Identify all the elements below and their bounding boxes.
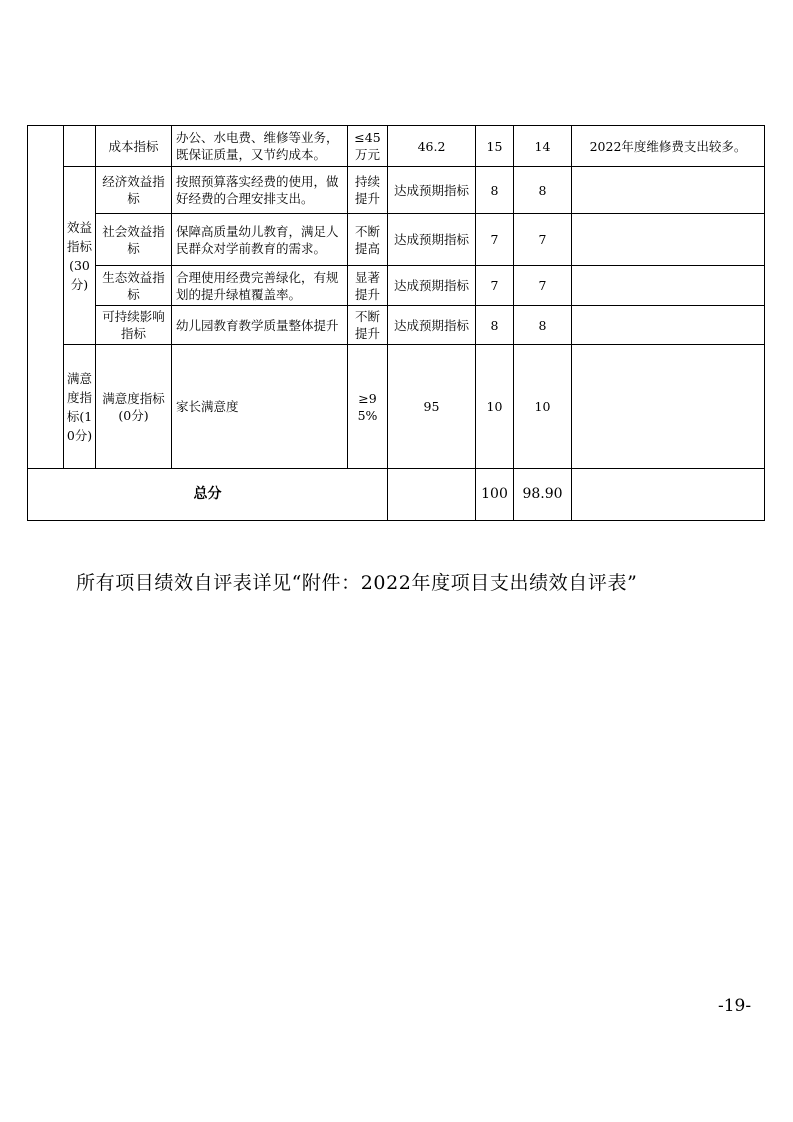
deviation-note <box>572 345 765 469</box>
deviation-note <box>572 266 765 306</box>
total-label: 总分 <box>28 469 388 521</box>
weight-value: 7 <box>476 266 514 306</box>
indicator-content: 合理使用经费完善绿化，有规划的提升绿植覆盖率。 <box>172 266 348 306</box>
actual-value: 95 <box>388 345 476 469</box>
table-row-sustainable <box>28 306 765 345</box>
target-value: 持续提升 <box>348 167 388 214</box>
outer-category-cell <box>28 126 64 469</box>
weight-value: 15 <box>476 126 514 167</box>
page-number: -19- <box>718 996 752 1016</box>
total-weight: 100 <box>476 469 514 521</box>
table-row-cost <box>28 126 765 167</box>
indicator-name: 满意度指标(0分) <box>96 345 172 469</box>
indicator-content: 按照预算落实经费的使用，做好经费的合理安排支出。 <box>172 167 348 214</box>
indicator-content: 保障高质量幼儿教育，满足人民群众对学前教育的需求。 <box>172 214 348 266</box>
score-value: 7 <box>514 214 572 266</box>
indicator-content: 幼儿园教育教学质量整体提升 <box>172 306 348 345</box>
actual-value: 46.2 <box>388 126 476 167</box>
target-value: 不断提升 <box>348 306 388 345</box>
indicator-name: 社会效益指标 <box>96 214 172 266</box>
total-note-cell <box>572 469 765 521</box>
actual-value: 达成预期指标 <box>388 214 476 266</box>
table-row-satisfaction <box>28 345 765 469</box>
weight-value: 8 <box>476 167 514 214</box>
actual-value: 达成预期指标 <box>388 167 476 214</box>
target-value: 不断提高 <box>348 214 388 266</box>
target-value: ≤45万元 <box>348 126 388 167</box>
score-value: 8 <box>514 306 572 345</box>
performance-table <box>27 125 765 521</box>
attachment-footnote: 所有项目绩效自评表详见“附件：2022年度项目支出绩效自评表” <box>76 572 638 594</box>
deviation-note: 2022年度维修费支出较多。 <box>572 126 765 167</box>
indicator-name: 经济效益指标 <box>96 167 172 214</box>
indicator-name: 可持续影响指标 <box>96 306 172 345</box>
indicator-content: 家长满意度 <box>172 345 348 469</box>
total-empty-cell <box>388 469 476 521</box>
indicator-content: 办公、水电费、维修等业务，既保证质量，又节约成本。 <box>172 126 348 167</box>
satisfaction-group-label: 满意度指标(10分) <box>64 345 96 469</box>
actual-value: 达成预期指标 <box>388 266 476 306</box>
weight-value: 10 <box>476 345 514 469</box>
target-value: ≥95% <box>348 345 388 469</box>
score-value: 14 <box>514 126 572 167</box>
score-value: 8 <box>514 167 572 214</box>
score-value: 10 <box>514 345 572 469</box>
indicator-name: 成本指标 <box>96 126 172 167</box>
target-value: 显著提升 <box>348 266 388 306</box>
total-score: 98.90 <box>514 469 572 521</box>
score-value: 7 <box>514 266 572 306</box>
weight-value: 8 <box>476 306 514 345</box>
table-row-economic <box>28 167 765 214</box>
actual-value: 达成预期指标 <box>388 306 476 345</box>
deviation-note <box>572 214 765 266</box>
table-row-total <box>28 469 765 521</box>
deviation-note <box>572 167 765 214</box>
table-row-social <box>28 214 765 266</box>
cost-group-cell <box>64 126 96 167</box>
weight-value: 7 <box>476 214 514 266</box>
benefit-group-label: 效益指标(30分) <box>64 167 96 345</box>
table-row-ecological <box>28 266 765 306</box>
deviation-note <box>572 306 765 345</box>
indicator-name: 生态效益指标 <box>96 266 172 306</box>
